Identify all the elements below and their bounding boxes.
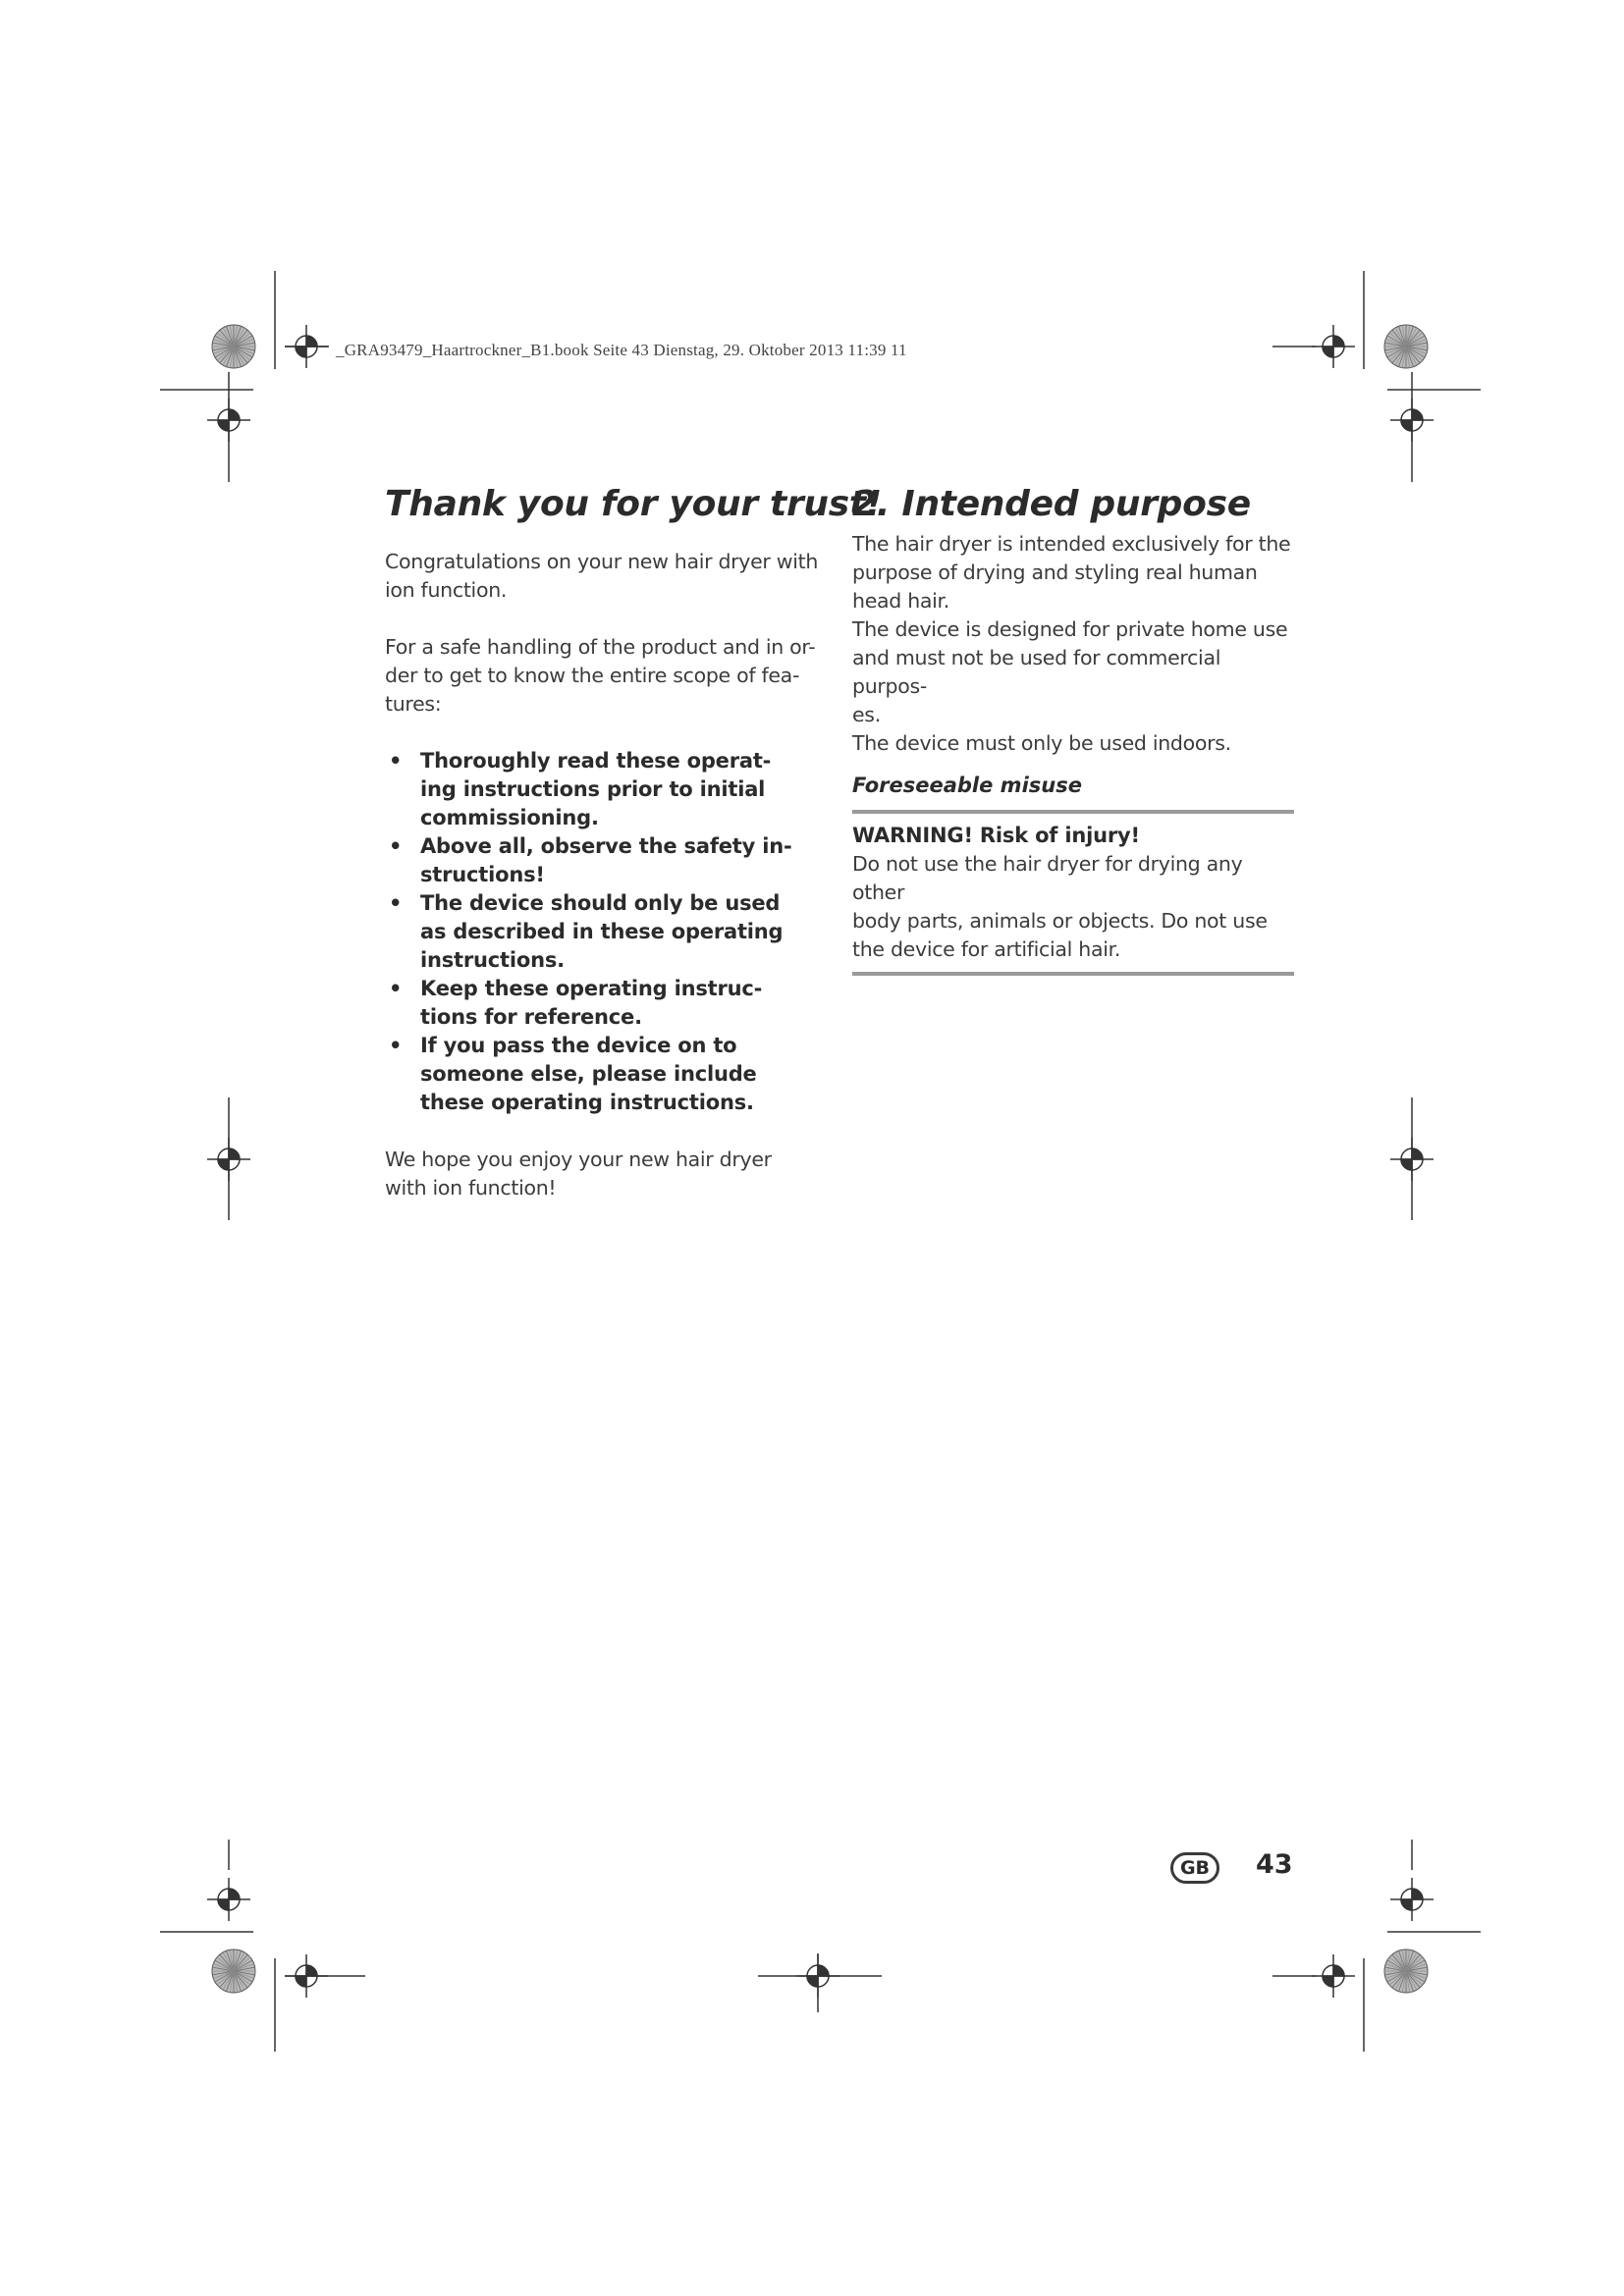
bullet-item: • The device should only be used as described in these operating instructions.: [389, 891, 784, 972]
registration-crosshair-icon: [1390, 1138, 1434, 1181]
bullet-item: • Thoroughly read these operat- ing instructions prior to initial commissioning.: [389, 749, 772, 829]
registration-crosshair-icon: [207, 1138, 250, 1181]
registration-crosshair-icon: [1312, 325, 1355, 368]
bullet-item: • If you pass the device on to someone else, please include these operating instructions.: [389, 1034, 757, 1114]
safe-line: tures:: [385, 692, 442, 716]
foreseeable-misuse-heading: Foreseeable misuse: [852, 774, 1082, 797]
purpose-paragraph: The hair dryer is intended exclusively for the purpose of drying and styling real human head hair. The device is designed for private home use and must not be used for commercial purpos- es. The device must only be used indoors.: [852, 532, 1291, 755]
warning-title: WARNING! Risk of injury!: [852, 824, 1140, 847]
bullet-icon: •: [389, 891, 403, 915]
closing-paragraph: [385, 1146, 832, 1202]
safe-handling-paragraph: [385, 633, 832, 719]
color-rosette-icon: [1384, 1949, 1428, 1993]
bullet-icon: •: [389, 977, 403, 1000]
thank-you-title: Thank you for your trust!: [385, 484, 882, 524]
left-column: [385, 481, 882, 1202]
bullet-icon: •: [389, 749, 403, 773]
safe-line: der to get to know the entire scope of fea-: [385, 664, 800, 687]
bullet-item: • Keep these operating instruc- tions for reference.: [389, 977, 763, 1029]
closing-line: with ion function!: [385, 1176, 557, 1200]
bullet-item: • Above all, observe the safety in- structions!: [389, 834, 792, 886]
warning-bottom-rule: [852, 972, 1294, 976]
instruction-bullets: [385, 747, 832, 1117]
warning-text: Do not use the hair dryer for drying any other body parts, animals or objects. Do not use the device for artificial hair.: [852, 852, 1268, 961]
intro-line: Congratulations on your new hair dryer with: [385, 550, 819, 573]
right-column: [852, 481, 1294, 976]
registration-crosshair-icon: [207, 1878, 250, 1921]
color-rosette-icon: [212, 1949, 255, 1993]
registration-crosshair-icon: [1312, 1954, 1355, 1998]
intro-line: ion function.: [385, 578, 508, 602]
bullet-icon: •: [389, 1034, 403, 1057]
file-info-header: _GRA93479_Haartrockner_B1.book Seite 43 Dienstag, 29. Oktober 2013 11:39 11: [336, 341, 907, 359]
color-rosette-icon: [212, 325, 255, 368]
registration-crosshair-icon: [207, 399, 250, 442]
intended-purpose-title: 2. Intended purpose: [852, 484, 1251, 524]
bullet-icon: •: [389, 834, 403, 858]
intro-paragraph: [385, 548, 832, 605]
country-code-badge: GB: [1170, 1852, 1219, 1884]
registration-crosshair-icon: [1390, 1878, 1434, 1921]
registration-crosshair-icon: [285, 325, 328, 368]
page-number: 43: [1256, 1849, 1293, 1880]
safe-line: For a safe handling of the product and in or-: [385, 635, 816, 659]
color-rosette-icon: [1384, 325, 1428, 368]
closing-line: We hope you enjoy your new hair dryer: [385, 1148, 772, 1171]
registration-crosshair-icon: [285, 1954, 328, 1998]
registration-crosshair-icon: [796, 1954, 839, 1998]
registration-crosshair-icon: [1390, 399, 1434, 442]
